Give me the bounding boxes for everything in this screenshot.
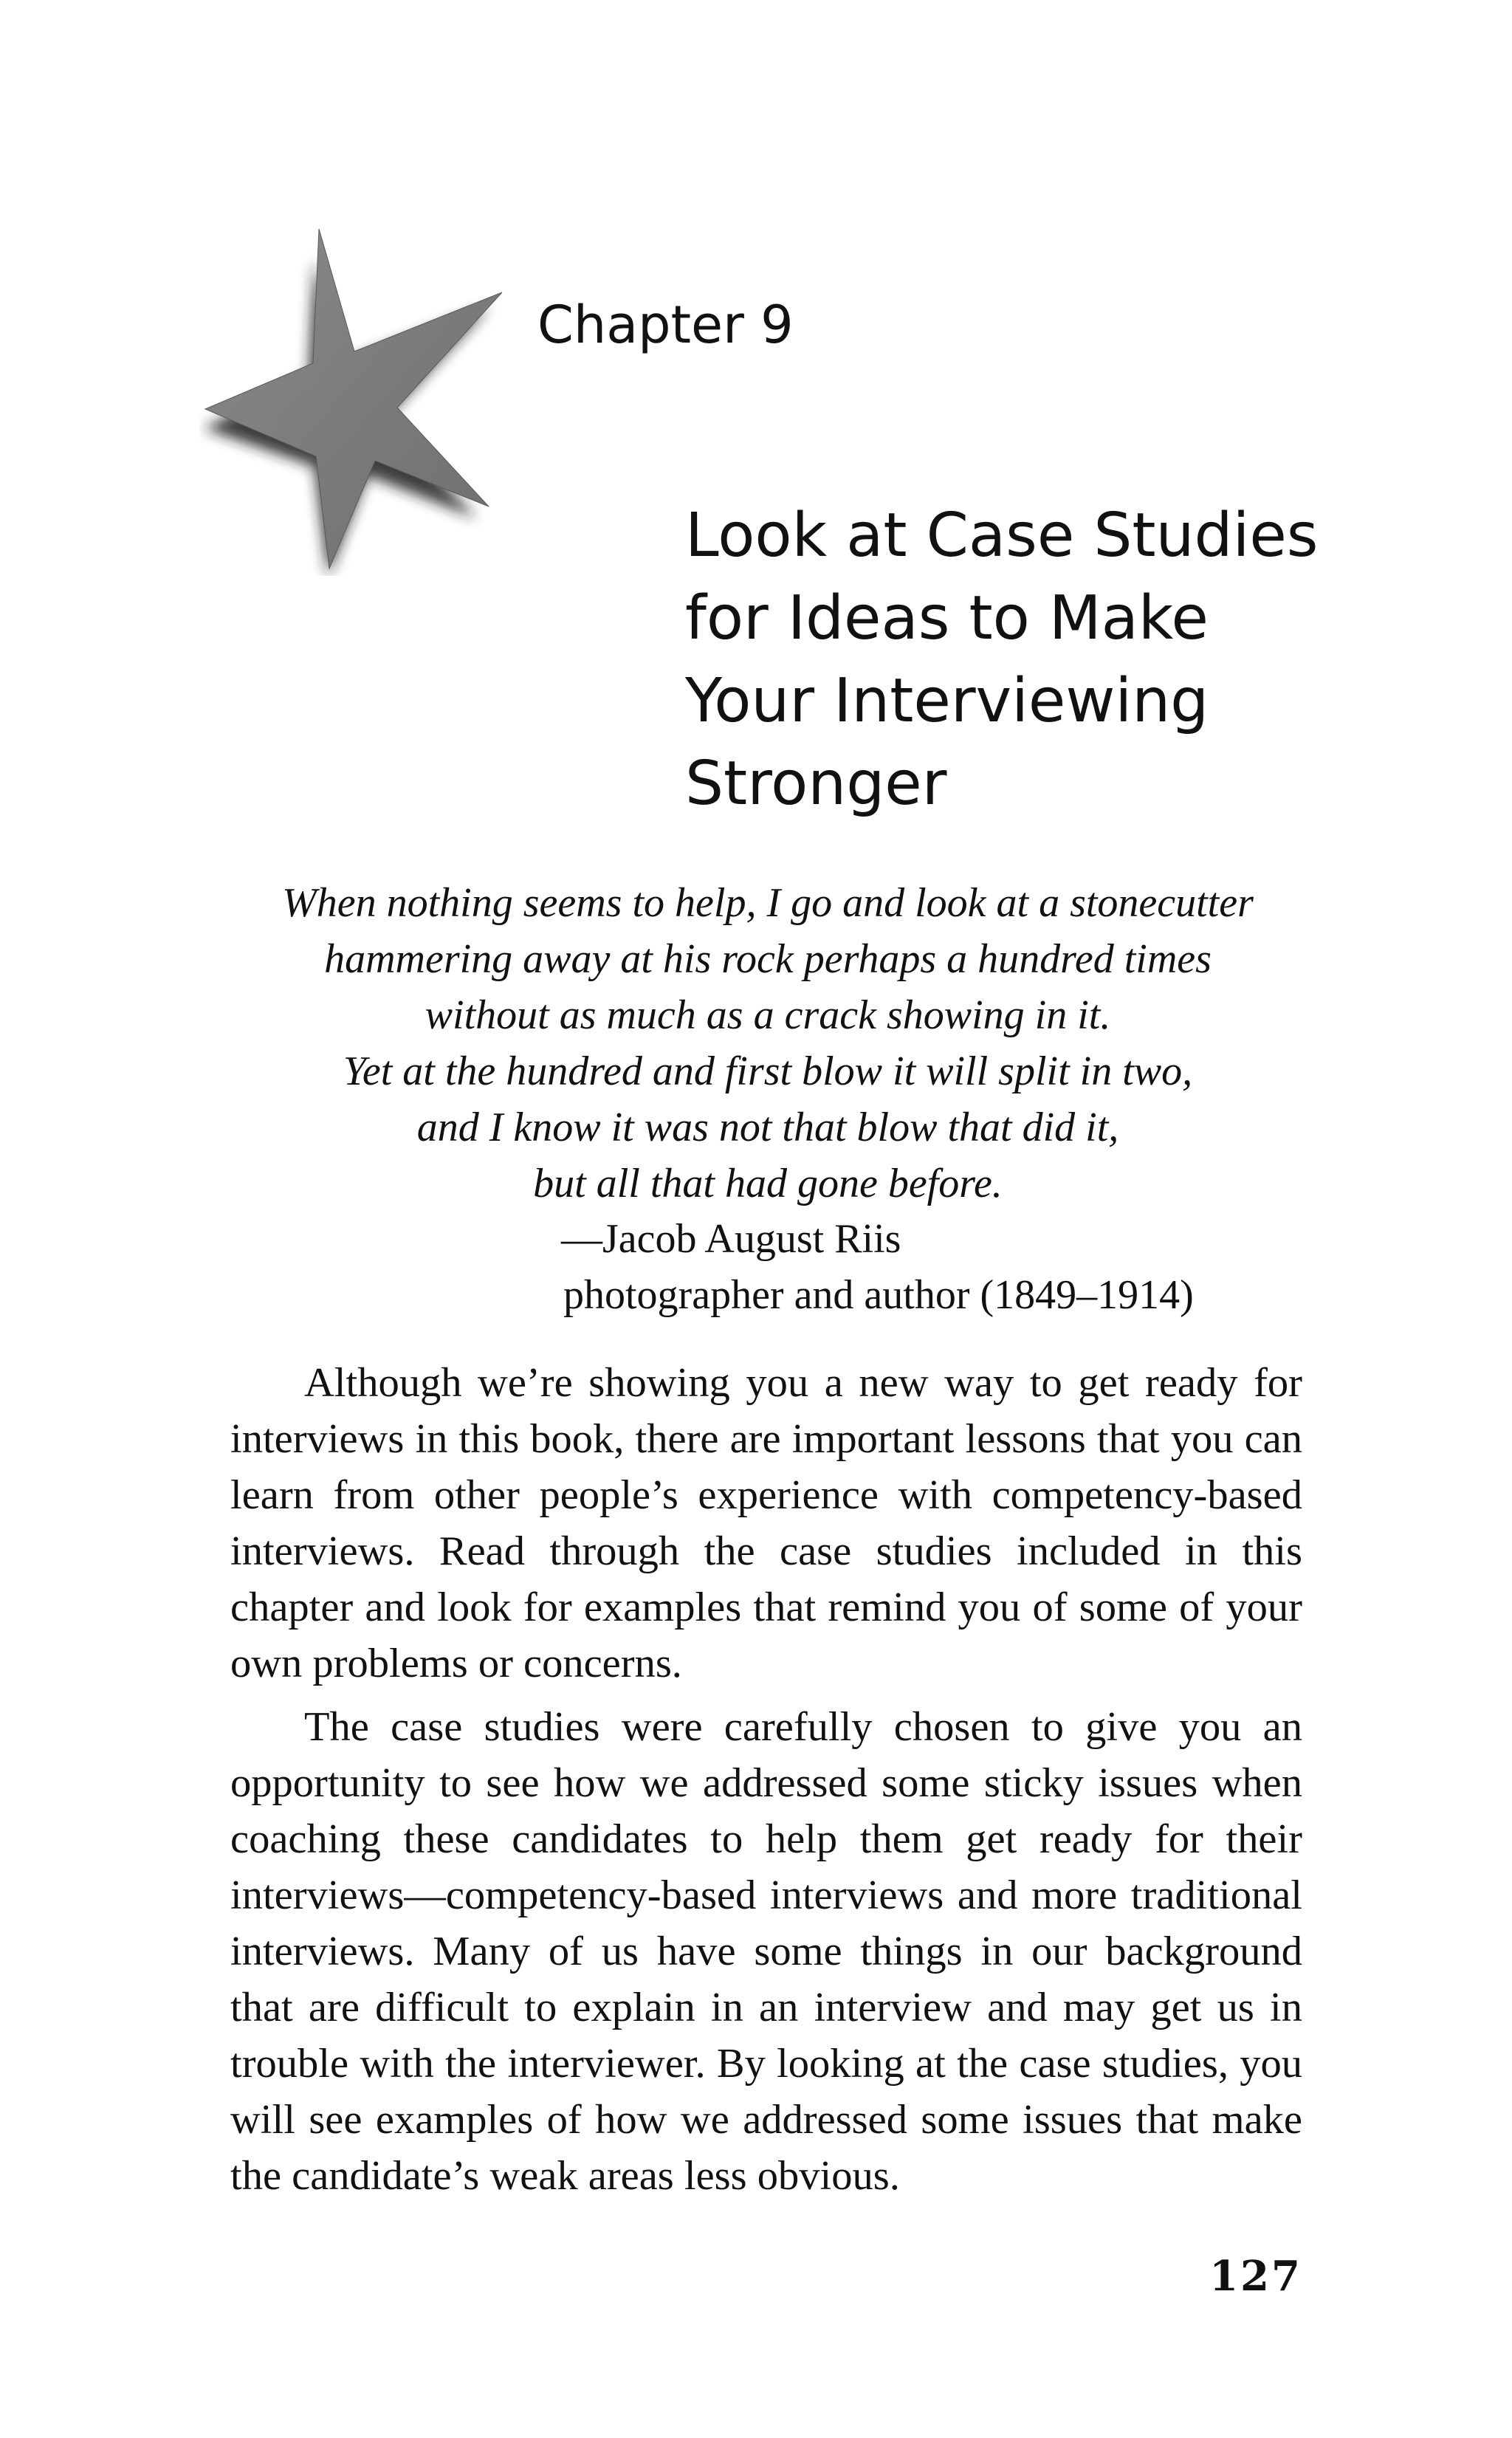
- epigraph-line: but all that had gone before.: [533, 1161, 1003, 1206]
- epigraph-quote: [221, 875, 1314, 1212]
- chapter-title-line: Stronger: [685, 749, 947, 819]
- chapter-title-line: Your Interviewing: [685, 666, 1209, 736]
- star-icon: [199, 222, 524, 576]
- epigraph-line: Yet at the hundred and first blow it will split in two,: [343, 1048, 1193, 1094]
- epigraph-line: and I know it was not that blow that did it,: [416, 1105, 1119, 1150]
- chapter-title-line: for Ideas to Make: [685, 583, 1209, 653]
- chapter-title: [685, 495, 1423, 825]
- chapter-label: Chapter 9: [537, 295, 794, 355]
- body-text: [230, 1355, 1302, 2211]
- body-paragraph: The case studies were carefully chosen to give you an opportunity to see how we addressed some sticky issues when coaching these candidates to help them get ready for their interviews—competency-based interviews and more traditional interviews. Many of us have some things in our background that are difficult to explain in an interview and may get us in trouble with the interviewer. By looking at the case studies, you will see examples of how we addressed some issues that make the candidate’s weak areas less obvious.: [230, 1704, 1302, 2199]
- epigraph-attribution-role: photographer and author (1849–1914): [563, 1272, 1194, 1318]
- epigraph-attribution-name: —Jacob August Riis: [561, 1216, 901, 1262]
- epigraph-line: hammering away at his rock perhaps a hundred times: [324, 936, 1212, 982]
- page-number: 127: [1209, 2252, 1302, 2301]
- epigraph-line: When nothing seems to help, I go and look at a stonecutter: [282, 880, 1254, 926]
- body-paragraph: Although we’re showing you a new way to get ready for interviews in this book, there are important lessons that you can learn from other people’s experience with competency-based interviews. Read through the case studies included in this chapter and look for examples that remind you of some of your own problems or concerns.: [230, 1360, 1302, 1686]
- chapter-title-line: Look at Case Studies: [685, 501, 1319, 571]
- epigraph-line: without as much as a crack showing in it.: [425, 992, 1111, 1038]
